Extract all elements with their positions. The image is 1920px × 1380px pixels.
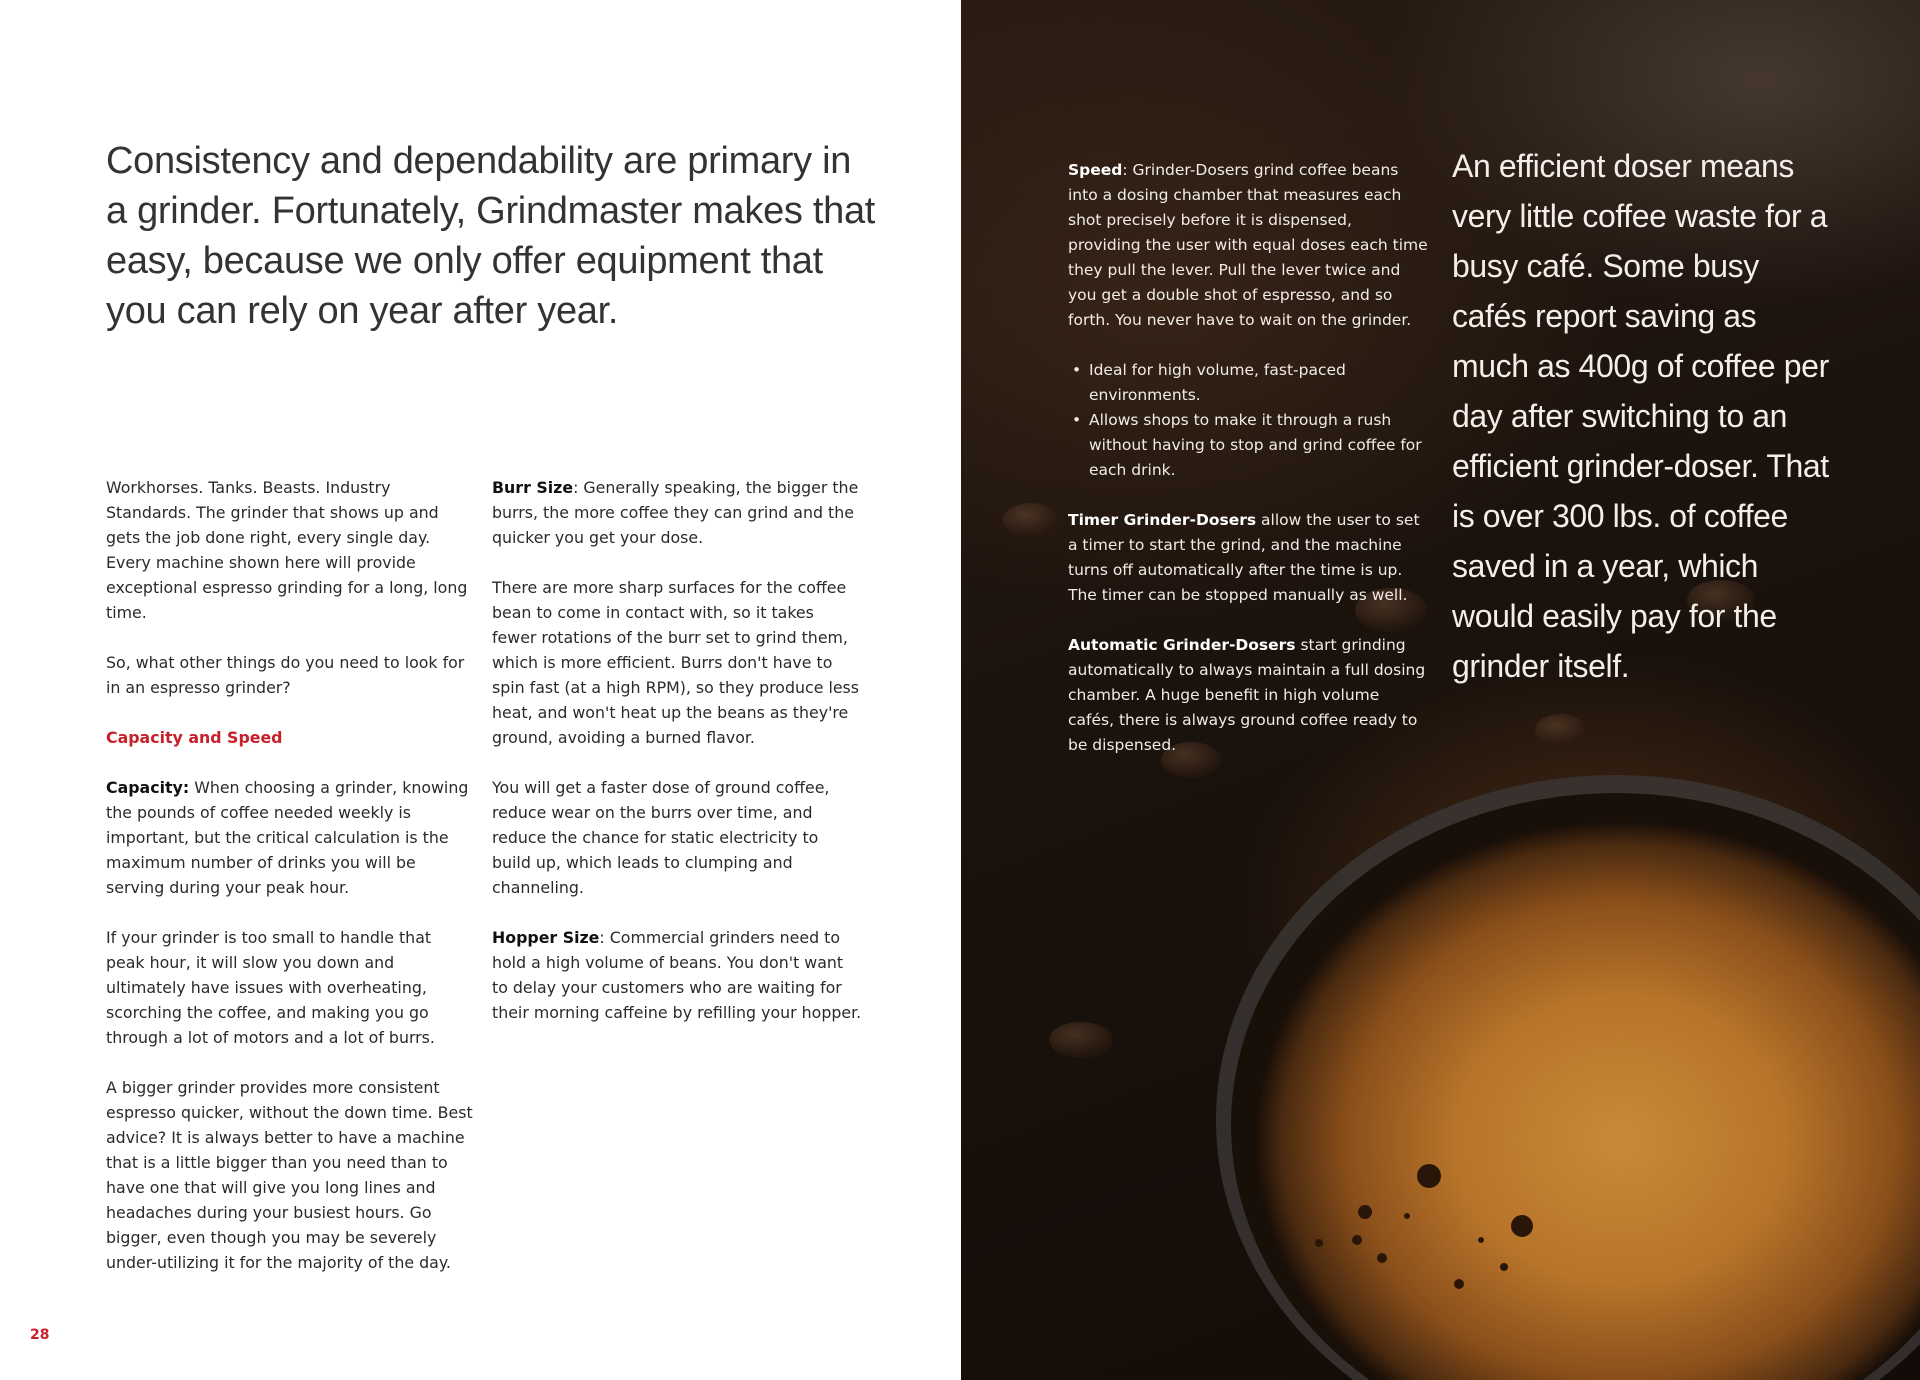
hopper-size-text: : Commercial grinders need to hold a high volume of beans. You don't want to delay your customers who are waiting for their morning caffeine by refilling your hopper. <box>492 928 862 1022</box>
burr-size-paragraph <box>492 475 862 550</box>
bullet-icon: • <box>1072 361 1082 379</box>
capacity-label: Capacity: <box>106 778 190 797</box>
sharp-surfaces-paragraph: There are more sharp surfaces for the coffee bean to come in contact with, so it takes fewer rotations of the burr set to grind them, which is more efficient. Burrs don't have to spin fast (at a high RPM), so they produce less heat, and won't heat up the beans as they're ground, avoiding a burned flavor. <box>492 578 860 747</box>
benefits-list <box>1068 358 1428 483</box>
hopper-size-paragraph <box>492 925 862 1025</box>
speed-label: Speed <box>1068 161 1123 179</box>
headline: Consistency and dependability are primary in a grinder. Fortunately, Grindmaster makes that easy, because we only offer equipment that you can rely on year after year. <box>106 140 876 332</box>
speed-text: : Grinder-Dosers grind coffee beans into a dosing chamber that measures each shot precisely before it is dispensed, providing the user with equal doses each time they pull the lever. Pull the lever twice and you get a double shot of espresso, and so forth. You never have to wait on the grinder. <box>1068 161 1428 329</box>
timer-label: Timer Grinder-Dosers <box>1068 511 1257 529</box>
text-column-1 <box>106 475 474 1300</box>
timer-paragraph <box>1068 508 1428 608</box>
list-item-text: Ideal for high volume, fast-paced environments. <box>1089 361 1346 404</box>
capacity-text: When choosing a grinder, knowing the pounds of coffee needed weekly is important, but the critical calculation is the maximum number of drinks you will be serving during your peak hour. <box>106 778 469 897</box>
right-page <box>961 0 1920 1380</box>
bullet-icon: • <box>1072 411 1082 429</box>
burr-size-label: Burr Size <box>492 478 574 497</box>
list-item <box>1072 358 1428 408</box>
question-paragraph: So, what other things do you need to look for in an espresso grinder? <box>106 653 465 697</box>
hopper-size-label: Hopper Size <box>492 928 600 947</box>
faster-dose-paragraph: You will get a faster dose of ground coffee, reduce wear on the burrs over time, and reduce the chance for static electricity to build up, which leads to clumping and channeling. <box>492 778 830 897</box>
timer-text: allow the user to set a timer to start the grind, and the machine turns off automatically after the time is up. The timer can be stopped manually as well. <box>1068 511 1420 604</box>
speed-paragraph <box>1068 158 1428 333</box>
list-item-text: Allows shops to make it through a rush without having to stop and grind coffee for each drink. <box>1089 411 1422 479</box>
small-grinder-paragraph: If your grinder is too small to handle that peak hour, it will slow you down and ultimately have issues with overheating, scorching the coffee, and making you go through a lot of motors and a lot of burrs. <box>106 928 435 1047</box>
automatic-text: start grinding automatically to always maintain a full dosing chamber. A huge benefit in high volume cafés, there is always ground coffee ready to be dispensed. <box>1068 636 1426 754</box>
automatic-label: Automatic Grinder-Dosers <box>1068 636 1296 654</box>
section-heading: Capacity and Speed <box>106 728 283 747</box>
burr-size-text: : Generally speaking, the bigger the burrs, the more coffee they can grind and the quicker you get your dose. <box>492 478 859 547</box>
automatic-paragraph <box>1068 633 1428 758</box>
intro-paragraph: Workhorses. Tanks. Beasts. Industry Standards. The grinder that shows up and gets the job done right, every single day. Every machine shown here will provide exceptional espresso grinding for a long, long time. <box>106 478 468 622</box>
pull-quote: An efficient doser means very little coffee waste for a busy café. Some busy cafés report saving as much as 400g of coffee per day after switching to an efficient grinder-doser. That is over 300 lbs. of coffee saved in a year, which would easily pay for the grinder itself. <box>1452 148 1829 684</box>
bigger-grinder-paragraph: A bigger grinder provides more consistent espresso quicker, without the down time. Best advice? It is always better to have a machine that is a little bigger than you need than to have one that will give you long lines and headaches during your busiest hours. Go bigger, even though you may be severely under-utilizing it for the majority of the day. <box>106 1078 473 1272</box>
list-item <box>1072 408 1428 483</box>
text-column-2 <box>492 475 862 1050</box>
speed-column <box>1068 158 1428 783</box>
page-number: 28 <box>30 1327 50 1343</box>
capacity-paragraph <box>106 775 474 900</box>
